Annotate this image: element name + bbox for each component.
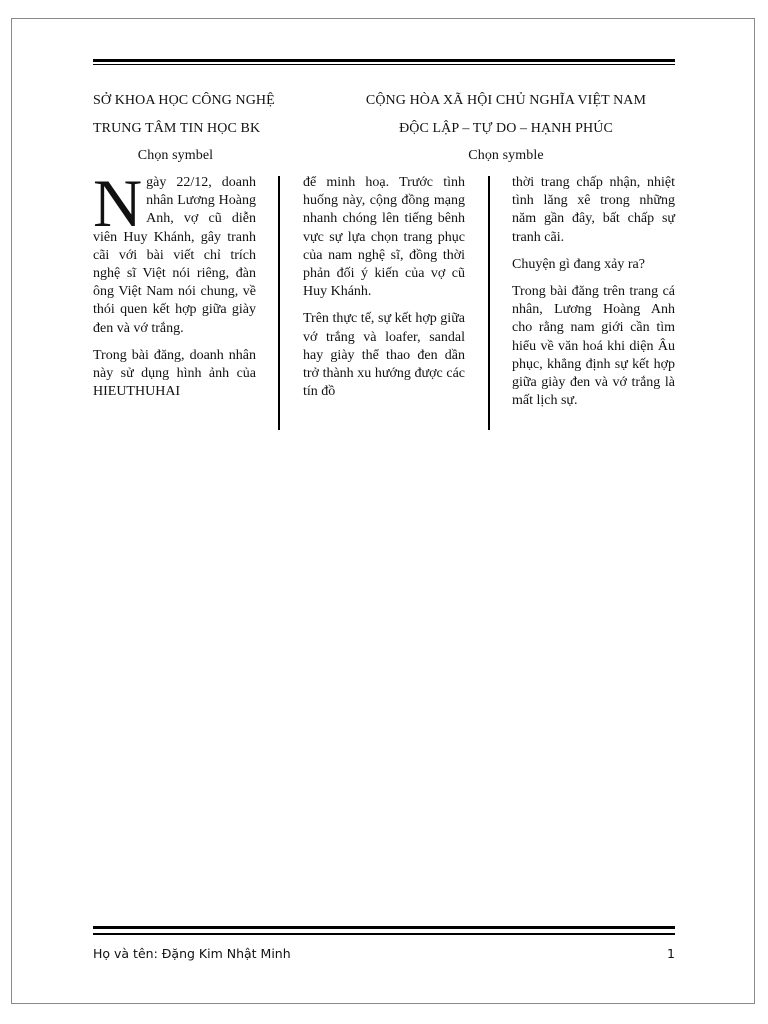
right-symbol-placeholder: Chọn symble [468, 148, 544, 163]
column-divider [278, 176, 280, 430]
article-column-2 [303, 174, 465, 410]
national-motto: ĐỘC LẬP – TỰ DO – HẠNH PHÚC [399, 121, 613, 136]
footer-double-rule [93, 926, 675, 931]
article-paragraph: thời trang chấp nhận, nhiệt tình lăng xê trong những năm gần đây, bất chấp sự tranh cãi. [512, 175, 675, 245]
column-divider [488, 176, 490, 430]
paragraph-text: gày 22/12, doanh nhân Lương Hoàng Anh, vợ cũ diễn viên Huy Khánh, gây tranh cãi với bài viết chỉ trích nghệ sĩ Việt nói riêng, đàn ông Việt Nam nói chung, về thói quen kết hợp giữa giày đen và vớ trắng. [93, 175, 256, 336]
article-column-3 [512, 174, 675, 419]
page-number: 1 [667, 946, 675, 961]
article-paragraph: để minh hoạ. Trước tình huống này, cộng đồng mạng nhanh chóng lên tiếng bênh vực sự lựa chọn trang phục của nam nghệ sĩ, đồng thời phản đối ý kiến của vợ cũ Huy Khánh. [303, 175, 465, 300]
article-column-1 [93, 165, 256, 410]
header-double-rule [93, 59, 675, 64]
article-subheading: Chuyện gì đang xảy ra? [512, 256, 645, 272]
drop-cap: N [93, 165, 143, 241]
article-paragraph: Trong bài đăng trên trang cá nhân, Lương Hoàng Anh cho rằng nam giới cần tìm hiểu về văn hoá khi diện Âu phục, khẳng định sự kết hợp giữa giày đen và vớ trắng là mất lịch sự. [512, 284, 675, 409]
footer-author: Họ và tên: Đặng Kim Nhật Minh [93, 946, 291, 961]
org-name: SỞ KHOA HỌC CÔNG NGHỆ [93, 93, 275, 108]
left-symbol-placeholder: Chọn symbel [137, 148, 214, 163]
article-paragraph [93, 165, 256, 338]
center-name: TRUNG TÂM TIN HỌC BK [93, 121, 261, 136]
article-paragraph: Trên thực tế, sự kết hợp giữa vớ trắng và loafer, sandal hay giày thể thao đen dần trở thành xu hướng được các tín đồ [303, 311, 465, 400]
article-paragraph: Trong bài đăng, doanh nhân này sử dụng hình ảnh của HIEUTHUHAI [93, 347, 256, 400]
national-title: CỘNG HÒA XÃ HỘI CHỦ NGHĨA VIỆT NAM [365, 93, 647, 108]
